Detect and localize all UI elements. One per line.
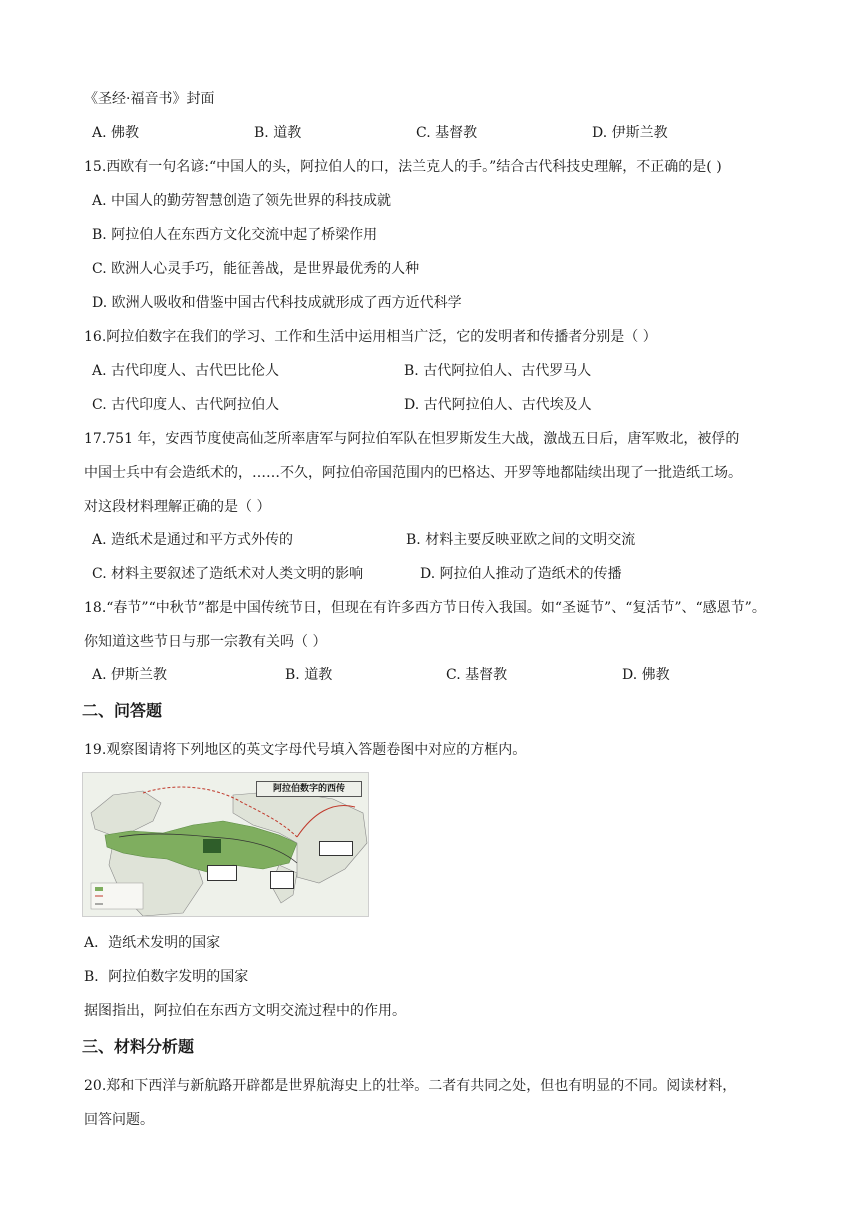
map-title: 阿拉伯数字的西传 xyxy=(256,781,362,797)
q18-option-c[interactable]: C. 基督教 xyxy=(446,667,508,683)
q15-option-b[interactable]: B. 阿拉伯人在东西方文化交流中起了桥梁作用 xyxy=(92,227,378,243)
q18-option-a[interactable]: A. 伊斯兰教 xyxy=(92,667,168,683)
q17-stem-line-1: 17.751 年，安西节度使高仙芝所率唐军与阿拉伯军队在怛罗斯发生大战，激战五日后，唐军败北，被俘的 xyxy=(84,431,740,447)
q20-stem-line-2: 回答问题。 xyxy=(84,1112,154,1128)
q15-stem: 15.西欧有一句名谚:“中国人的头，阿拉伯人的口，法兰克人的手。”结合古代科技史理解，不正确的是( ) xyxy=(84,159,722,175)
q17-option-a[interactable]: A. 造纸术是通过和平方式外传的 xyxy=(92,532,294,548)
q18-option-b[interactable]: B. 道教 xyxy=(285,667,333,683)
q14-option-c[interactable]: C. 基督教 xyxy=(416,125,478,141)
q19-item-b: B．阿拉伯数字发明的国家 xyxy=(84,969,249,985)
answer-box-3[interactable] xyxy=(319,841,353,856)
q17-option-c[interactable]: C. 材料主要叙述了造纸术对人类文明的影响 xyxy=(92,566,364,582)
q17-stem-line-2: 中国士兵中有会造纸术的，……不久，阿拉伯帝国范围内的巴格达、开罗等地都陆续出现了一批造纸工场。 xyxy=(84,465,742,481)
q19-item-a: A．造纸术发明的国家 xyxy=(84,935,221,951)
q15-option-a[interactable]: A. 中国人的勤劳智慧创造了领先世界的科技成就 xyxy=(92,193,392,209)
q17-option-b[interactable]: B. 材料主要反映亚欧之间的文明交流 xyxy=(406,532,636,548)
answer-box-2[interactable] xyxy=(270,871,294,889)
answer-box-1[interactable] xyxy=(207,865,237,881)
q18-stem-line-2: 你知道这些节日与那一宗教有关吗（ ） xyxy=(84,634,327,650)
q17-option-d[interactable]: D. 阿拉伯人推动了造纸术的传播 xyxy=(420,566,622,582)
q14-option-a[interactable]: A. 佛教 xyxy=(92,125,140,141)
q16-option-c[interactable]: C. 古代印度人、古代阿拉伯人 xyxy=(92,397,280,413)
q15-option-d[interactable]: D. 欧洲人吸收和借鉴中国古代科技成就形成了西方近代科学 xyxy=(92,295,462,311)
q14-caption: 《圣经·福音书》封面 xyxy=(84,91,215,107)
section-3-heading: 三、材料分析题 xyxy=(82,1037,195,1056)
q19-stem: 19.观察图请将下列地区的英文字母代号填入答题卷图中对应的方框内。 xyxy=(84,742,527,758)
arabic-numerals-map xyxy=(82,772,369,917)
q14-option-d[interactable]: D. 伊斯兰教 xyxy=(592,125,668,141)
q16-option-b[interactable]: B. 古代阿拉伯人、古代罗马人 xyxy=(404,363,592,379)
q16-stem: 16.阿拉伯数字在我们的学习、工作和生活中运用相当广泛，它的发明者和传播者分别是（ ） xyxy=(84,329,657,345)
q18-option-d[interactable]: D. 佛教 xyxy=(622,667,670,683)
q14-option-b[interactable]: B. 道教 xyxy=(254,125,302,141)
q17-stem-line-3: 对这段材料理解正确的是（ ） xyxy=(84,499,271,515)
q19-followup: 据图指出，阿拉伯在东西方文明交流过程中的作用。 xyxy=(84,1003,406,1019)
q16-option-d[interactable]: D. 古代阿拉伯人、古代埃及人 xyxy=(404,397,592,413)
q20-stem-line-1: 20.郑和下西洋与新航路开辟都是世界航海史上的壮举。二者有共同之处，但也有明显的不同。阅读材料， xyxy=(84,1078,737,1094)
q15-option-c[interactable]: C. 欧洲人心灵手巧，能征善战，是世界最优秀的人种 xyxy=(92,261,420,277)
q16-option-a[interactable]: A. 古代印度人、古代巴比伦人 xyxy=(92,363,280,379)
q18-stem-line-1: 18.“春节”“中秋节”都是中国传统节日，但现在有许多西方节日传入我国。如“圣诞节”、“复活节”、“感恩节”。 xyxy=(84,600,766,616)
section-2-heading: 二、问答题 xyxy=(82,701,163,720)
